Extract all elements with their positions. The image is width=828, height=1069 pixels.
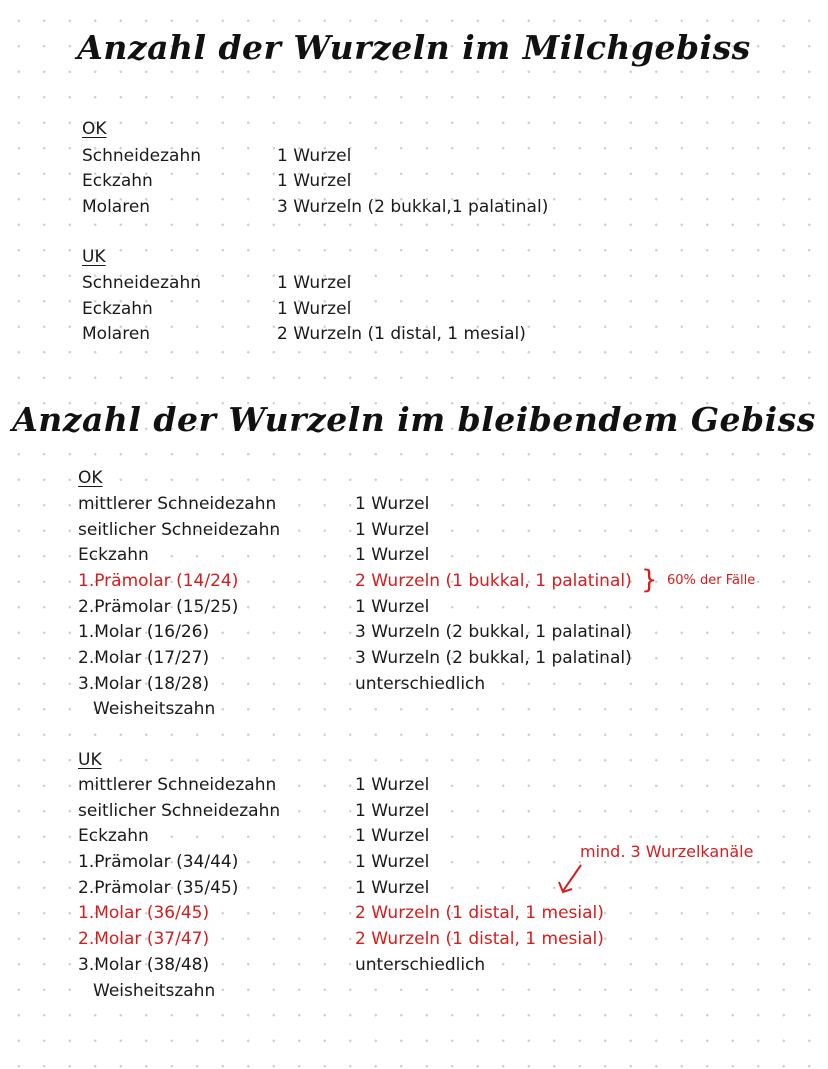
perm-ok-roots: 1 Wurzel	[355, 597, 430, 617]
milk-uk-tooth: Molaren	[82, 324, 151, 344]
perm-uk-roots: 1 Wurzel	[355, 775, 430, 795]
perm-ok-tooth-highlight: 1.Prämolar (14/24)	[78, 571, 239, 591]
milk-ok-roots: 1 Wurzel	[277, 146, 352, 166]
perm-uk-roots: 1 Wurzel	[355, 878, 430, 898]
perm-ok-roots: unterschiedlich	[355, 674, 486, 694]
perm-ok-roots: 1 Wurzel	[355, 520, 430, 540]
milk-uk-tooth: Eckzahn	[82, 299, 153, 319]
perm-uk-roots: 1 Wurzel	[355, 852, 430, 872]
perm-ok-roots: 1 Wurzel	[355, 545, 430, 565]
milk-uk-header: UK	[82, 247, 106, 267]
arrow-icon	[555, 862, 595, 902]
perm-ok-tooth: seitlicher Schneidezahn	[78, 520, 281, 540]
perm-uk-tooth: mittlerer Schneidezahn	[78, 775, 277, 795]
milk-ok-tooth: Molaren	[82, 197, 151, 217]
perm-ok-roots: 1 Wurzel	[355, 494, 430, 514]
milk-uk-roots: 2 Wurzeln (1 distal, 1 mesial)	[277, 324, 526, 344]
perm-uk-roots: 1 Wurzel	[355, 826, 430, 846]
root-canal-note: mind. 3 Wurzelkanäle	[580, 842, 754, 861]
perm-uk-roots-highlight: 2 Wurzeln (1 distal, 1 mesial)	[355, 929, 604, 949]
perm-uk-tooth: Eckzahn	[78, 826, 149, 846]
milk-ok-tooth: Schneidezahn	[82, 146, 202, 166]
perm-ok-tooth: Eckzahn	[78, 545, 149, 565]
milk-ok-header: OK	[82, 119, 107, 139]
perm-uk-roots-highlight: 2 Wurzeln (1 distal, 1 mesial)	[355, 903, 604, 923]
perm-uk-tooth: 3.Molar (38/48)	[78, 955, 210, 975]
perm-uk-tooth: seitlicher Schneidezahn	[78, 801, 281, 821]
perm-uk-header: UK	[78, 750, 102, 770]
milk-ok-roots: 1 Wurzel	[277, 171, 352, 191]
perm-uk-tooth: 1.Prämolar (34/44)	[78, 852, 239, 872]
perm-uk-roots: 1 Wurzel	[355, 801, 430, 821]
perm-ok-header: OK	[78, 468, 103, 488]
perm-ok-tooth: 2.Prämolar (15/25)	[78, 597, 239, 617]
curly-brace-icon: }	[641, 565, 658, 595]
milk-uk-tooth: Schneidezahn	[82, 273, 202, 293]
perm-ok-roots: 3 Wurzeln (2 bukkal, 1 palatinal)	[355, 648, 632, 668]
milk-ok-roots: 3 Wurzeln (2 bukkal,1 palatinal)	[277, 197, 549, 217]
milk-uk-roots: 1 Wurzel	[277, 273, 352, 293]
perm-ok-tooth: 1.Molar (16/26)	[78, 622, 210, 642]
perm-ok-wisdom-tooth: Weisheitszahn	[93, 699, 216, 719]
perm-ok-tooth: 3.Molar (18/28)	[78, 674, 210, 694]
percentage-note: 60% der Fälle	[667, 573, 756, 588]
perm-ok-tooth: mittlerer Schneidezahn	[78, 494, 277, 514]
perm-uk-tooth: 2.Prämolar (35/45)	[78, 878, 239, 898]
milk-uk-roots: 1 Wurzel	[277, 299, 352, 319]
perm-uk-roots: unterschiedlich	[355, 955, 486, 975]
milk-ok-tooth: Eckzahn	[82, 171, 153, 191]
perm-ok-roots-highlight: 2 Wurzeln (1 bukkal, 1 palatinal)	[355, 571, 632, 591]
perm-ok-tooth: 2.Molar (17/27)	[78, 648, 210, 668]
perm-uk-tooth-highlight: 2.Molar (37/47)	[78, 929, 210, 949]
perm-uk-tooth-highlight: 1.Molar (36/45)	[78, 903, 210, 923]
title-milk-teeth: Anzahl der Wurzeln im Milchgebiss	[77, 28, 751, 67]
perm-uk-wisdom-tooth: Weisheitszahn	[93, 981, 216, 1001]
title-permanent-teeth: Anzahl der Wurzeln im bleibendem Gebiss	[12, 400, 816, 439]
perm-ok-roots: 3 Wurzeln (2 bukkal, 1 palatinal)	[355, 622, 632, 642]
